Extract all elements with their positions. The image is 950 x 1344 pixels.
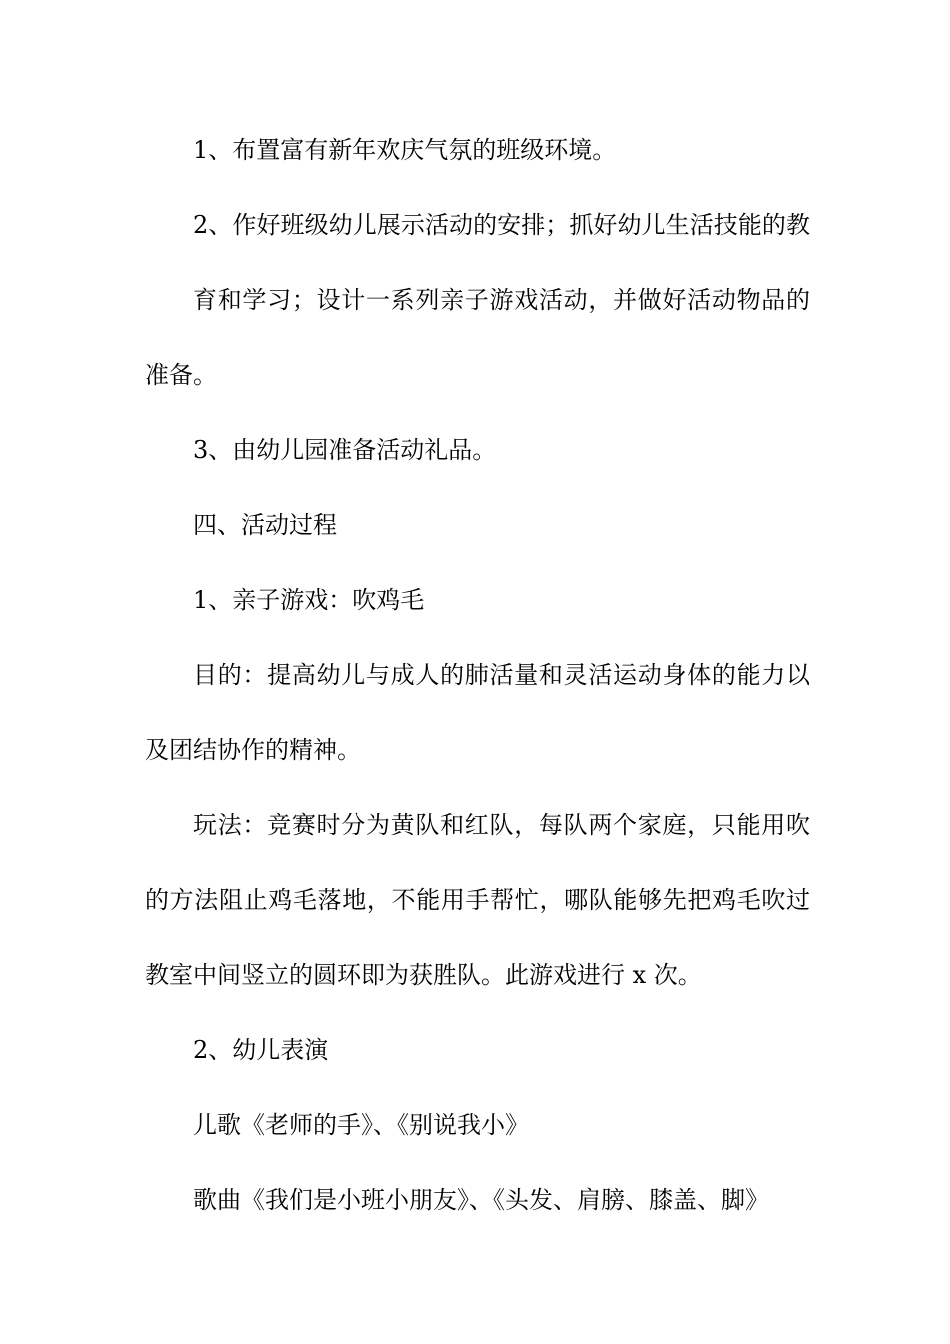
paragraph-line: 准备。 <box>145 361 217 389</box>
section-heading: 四、活动过程 <box>193 511 337 539</box>
paragraph-line: 歌曲《我们是小班小朋友》、《头发、肩膀、膝盖、脚》 <box>193 1186 769 1214</box>
paragraph-line: 的方法阻止鸡毛落地，不能用手帮忙，哪队能够先把鸡毛吹过 <box>145 886 810 914</box>
paragraph-line: 及团结协作的精神。 <box>145 736 361 764</box>
paragraph-line: 儿歌《老师的手》、《别说我小》 <box>193 1111 529 1139</box>
paragraph-line: 1、布置富有新年欢庆气氛的班级环境。 <box>193 136 617 164</box>
paragraph-line: 教室中间竖立的圆环即为获胜队。此游戏进行 x 次。 <box>145 961 702 989</box>
paragraph-line: 目的：提高幼儿与成人的肺活量和灵活运动身体的能力以 <box>193 661 810 689</box>
paragraph-line: 育和学习；设计一系列亲子游戏活动，并做好活动物品的 <box>193 286 810 314</box>
paragraph-line: 3、由幼儿园准备活动礼品。 <box>193 436 497 464</box>
subsection-heading: 2、幼儿表演 <box>193 1036 329 1064</box>
paragraph-line: 2、作好班级幼儿展示活动的安排；抓好幼儿生活技能的教 <box>193 211 810 239</box>
subsection-heading: 1、亲子游戏：吹鸡毛 <box>193 586 425 614</box>
paragraph-line: 玩法：竞赛时分为黄队和红队，每队两个家庭，只能用吹 <box>193 811 810 839</box>
